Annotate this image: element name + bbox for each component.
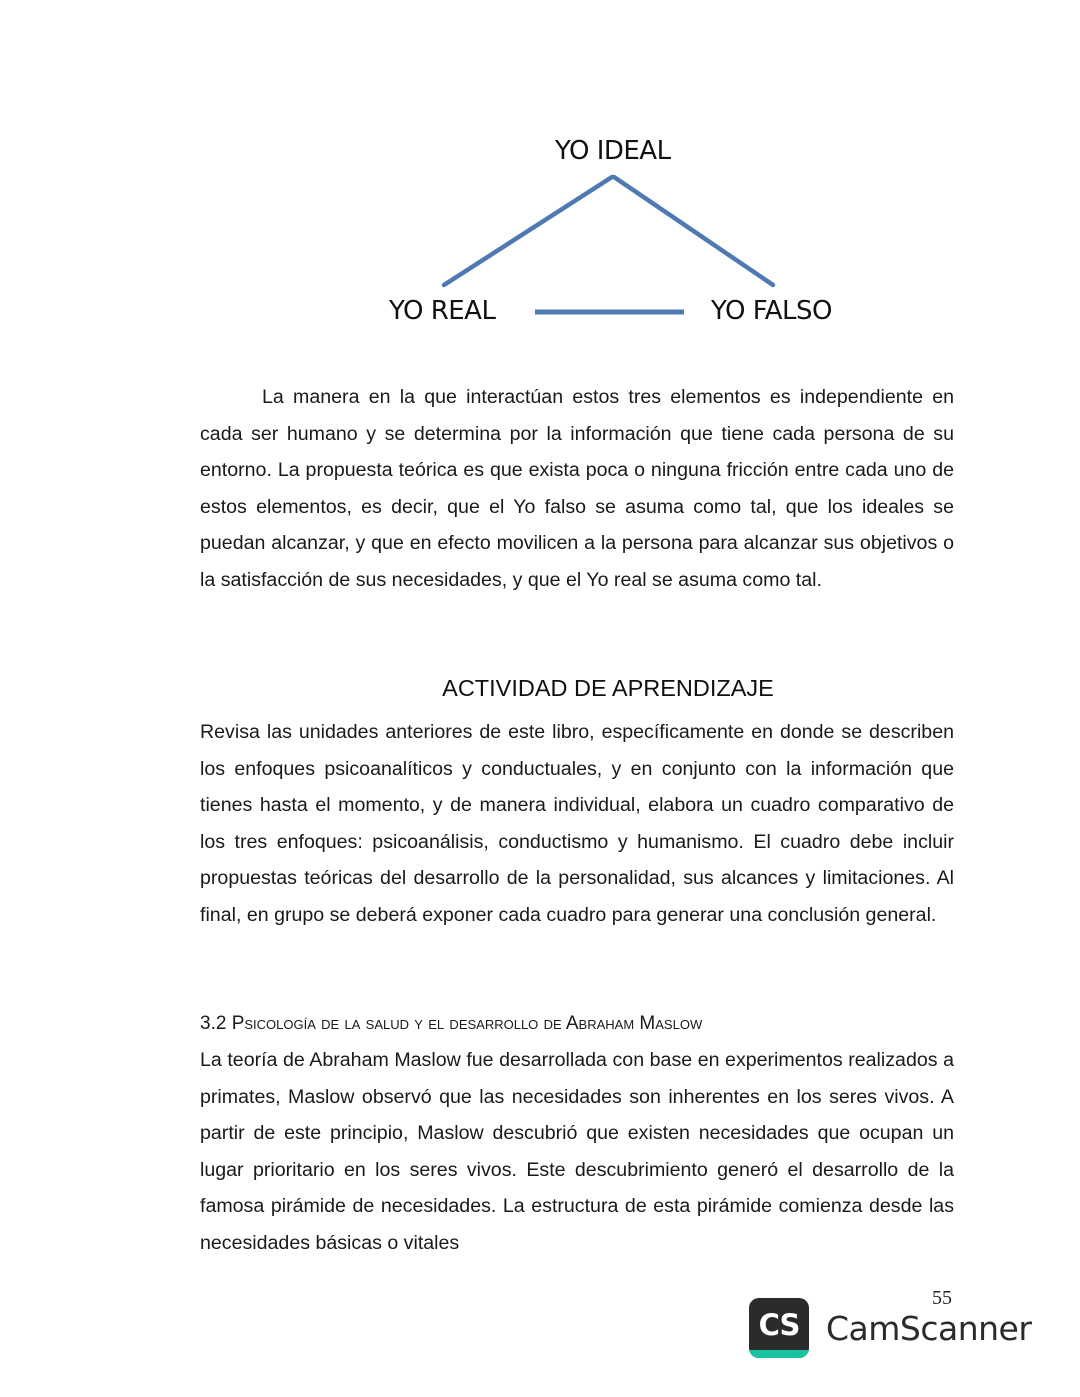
camscanner-brand-name: CamScanner [826, 1308, 1032, 1348]
page-number: 55 [932, 1287, 952, 1309]
yo-diagram-lines [0, 0, 1080, 360]
section-heading: 3.2 Psicología de la salud y el desarrollo de Abraham Maslow [200, 1013, 703, 1034]
label-yo-ideal: YO IDEAL [555, 136, 671, 166]
line-ideal-to-falso [614, 177, 773, 285]
camscanner-watermark [749, 1298, 1031, 1358]
line-ideal-to-real [444, 177, 612, 285]
camscanner-logo-bar [749, 1350, 809, 1358]
activity-paragraph: Revisa las unidades anteriores de este libro, específicamente en donde se describen los enfoques psicoanalíticos y conductuales, y en conjunto con la información que tienes hasta el momento, y de manera individual, elabora un cuadro comparativo de los tres enfoques: psicoanálisis, conductismo y humanismo. El cuadro debe incluir propuestas teóricas del desarrollo de la personalidad, sus alcances y limitaciones. Al final, en grupo se deberá exponer cada cuadro para generar una conclusión general. [200, 721, 954, 926]
activity-title: ACTIVIDAD DE APRENDIZAJE [442, 675, 774, 701]
label-yo-falso: YO FALSO [711, 296, 832, 326]
yo-diagram [0, 0, 1080, 360]
section-paragraph: La teoría de Abraham Maslow fue desarrollada con base en experimentos realizados a primates, Maslow observó que las necesidades son inherentes en los seres vivos. A partir de este principio, Maslow descubrió que existen necesidades que ocupan un lugar prioritario en los seres vivos. Este descubrimiento generó el desarrollo de la famosa pirámide de necesidades. La estructura de esta pirámide comienza desde las necesidades básicas o vitales [200, 1049, 954, 1254]
camscanner-logo [749, 1298, 809, 1358]
paragraph-interaction: La manera en la que interactúan estos tres elementos es independiente en cada ser humano y se determina por la información que tiene cada persona de su entorno. La propuesta teórica es que exista poca o ninguna fricción entre cada uno de estos elementos, es decir, que el Yo falso se asuma como tal, que los ideales se puedan alcanzar, y que en efecto movilicen a la persona para alcanzar sus objetivos o la satisfacción de sus necesidades, y que el Yo real se asuma como tal. [200, 386, 954, 591]
camscanner-logo-text: CS [758, 1308, 800, 1342]
label-yo-real: YO REAL [389, 296, 496, 326]
